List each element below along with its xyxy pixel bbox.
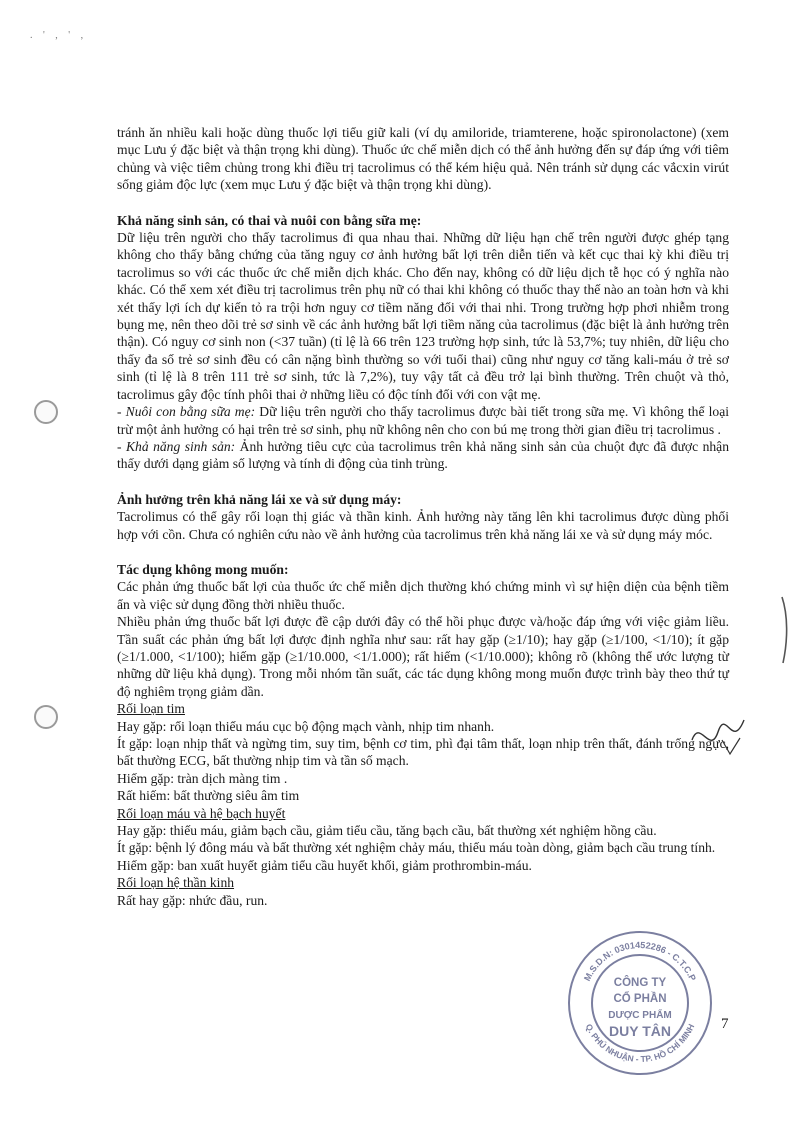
blood-rare: Hiếm gặp: ban xuất huyết giảm tiểu cầu huyết khối, giảm prothrombin-máu. [117,857,532,873]
subheading-blood: Rối loạn máu và hệ bạch huyết [117,805,286,821]
company-stamp [565,928,715,1078]
edge-mark [778,595,792,665]
paragraph-interactions: tránh ăn nhiều kali hoặc dùng thuốc lợi tiểu giữ kali (ví dụ amiloride, triamterene, hoặc spironolactone) (xem mục Lưu ý đặc biệt và thận trọng khi dùng). Thuốc ức chế miễn dịch có thể ảnh hưởng đến sự đáp ứng với tiêm chủng và việc tiêm chủng trong khi điều trị tacrolimus có thể kém hiệu quả. Nên tránh sử dụng các vắcxin virút sống giảm độc lực (xem mục Lưu ý đặc biệt và thận trọng khi dùng). [117,125,729,193]
heading-adverse-effects: Tác dụng không mong muốn: [117,561,289,577]
subheading-cardiac: Rối loạn tim [117,701,185,717]
fertility-text: Ảnh hưởng tiêu cực của tacrolimus trên khả năng sinh sản của chuột đực đã được nhận thấy dưới dạng giảm số lượng và tính di động của tinh trùng. [117,438,729,472]
cardiac-common: Hay gặp: rối loạn thiếu máu cục bộ động mạch vành, nhịp tim nhanh. [117,718,495,734]
stamp-line-1: CÔNG TY [613,977,667,989]
stamp-ring-bottom: Q. PHÚ NHUẬN - TP. HỒ CHÍ MINH [583,1022,697,1065]
blood-common: Hay gặp: thiếu máu, giảm bạch cầu, giảm tiểu cầu, tăng bạch cầu, bất thường xét nghiệm hồng cầu. [117,823,657,839]
subheading-nervous-system: Rối loạn hệ thần kinh [117,875,235,891]
stamp-line-4: DUY TÂN [609,1023,671,1039]
page-number: 7 [721,1016,729,1032]
binder-hole [34,400,58,424]
paragraph-adverse-intro: Các phản ứng thuốc bất lợi của thuốc ức chế miễn dịch thường khó chứng minh vì sự hiện diện của bệnh tiềm ẩn và việc sử dụng đồng thời nhiều thuốc. [117,579,729,612]
stamp-line-2: CỔ PHẦN [613,993,667,1005]
stamp-ring-top: M.S.D.N: 0301452286 - C.T.C.P [582,939,698,983]
blood-uncommon: Ít gặp: bệnh lý đông máu và bất thường xét nghiệm chảy máu, thiếu máu toàn dòng, giảm bạch cầu trung tính. [117,840,716,856]
fertility-label: - Khả năng sinh sản: [117,438,236,454]
nursing-text: Dữ liệu trên người cho thấy tacrolimus được bài tiết trong sữa mẹ. Vì không thể loại trừ một ảnh hưởng có hại trên trẻ sơ sinh, phụ nữ không nên cho con bú mẹ trong thời gian điều trị tacrolimus . [117,404,730,437]
heading-fertility-pregnancy: Khả năng sinh sản, có thai và nuôi con bằng sữa mẹ: [117,212,422,228]
binder-hole [34,705,58,729]
paragraph-frequency-definition: Nhiều phản ứng thuốc bất lợi được đề cập dưới đây có thể hồi phục được và/hoặc đáp ứng với việc giảm liều. Tần suất các phản ứng bất lợi được định nghĩa như sau: rất hay gặp (≥1/10); hay gặp (≥1/100, <1/10); ít gặp (≥1/1.000, <1/100); hiếm gặp (≥1/10.000, <1/1.000); rất hiếm (<1/10.000); không rõ (không thể ước lượng từ những dữ liệu khả dụng). Trong mỗi nhóm tần suất, các tác dụng không mong muốn được trình bày theo thứ tự độ nghiêm trọng giảm dần. [117,614,729,699]
paragraph-nursing [117,403,729,438]
paragraph-driving: Tacrolimus có thể gây rối loạn thị giác và thần kinh. Ảnh hưởng này tăng lên khi tacrolimus được dùng phối hợp với cồn. Chưa có nghiên cứu nào về ảnh hưởng của tacrolimus trên khả năng lái xe và sử dụng máy móc. [117,509,729,542]
paragraph-pregnancy: Dữ liệu trên người cho thấy tacrolimus đi qua nhau thai. Những dữ liệu hạn chế trên người được ghép tạng không cho thấy bằng chứng của tăng nguy cơ ảnh hưởng bất lợi trên diễn tiến và kết cục thai kỳ khi điều trị tacrolimus so với các thuốc ức chế miễn dịch khác. Cho đến nay, không có dữ liệu dịch tễ học có ý nghĩa nào khác. Có thể xem xét điều trị tacrolimus trên phụ nữ có thai khi không có thuốc thay thế nào an toàn hơn và khi xét thấy lợi ích dự kiến tỏ ra trội hơn nguy cơ tiềm năng đối với thai nhi. Trong trường hợp phơi nhiễm trong bụng mẹ, nên theo dõi trẻ sơ sinh về các ảnh hưởng bất lợi tiềm năng của tacrolimus (đặc biệt là ảnh hưởng trên thận). Có nguy cơ sinh non (<37 tuần) (tỉ lệ là 66 trên 123 trường hợp sinh, tức là 53,7%; tuy nhiên, dữ liệu cho thấy đa số trẻ sơ sinh đều có cân nặng bình thường so với tuổi thai) cũng như nguy cơ tăng kali-máu ở trẻ sơ sinh (tỉ lệ là 8 trên 111 trẻ sơ sinh, tức là 7,2%), tuy vậy tất cả đều trở lại bình thường. Trên chuột và thỏ, tacrolimus gây độc tính phôi thai ở những liều có độc tính đối với con vật mẹ. [117,230,729,402]
neuro-very-common: Rất hay gặp: nhức đầu, run. [117,892,268,908]
scan-specks: . ' , ' , [30,30,88,41]
cardiac-very-rare: Rất hiếm: bất thường siêu âm tim [117,788,300,804]
heading-driving: Ảnh hưởng trên khả năng lái xe và sử dụng máy: [117,491,402,507]
cardiac-rare: Hiếm gặp: tràn dịch màng tim . [117,770,288,786]
cardiac-uncommon: Ít gặp: loạn nhịp thất và ngừng tim, suy tim, bệnh cơ tim, phì đại tâm thất, loạn nhịp trên thất, đánh trống ngực, bất thường ECG, bất thường nhịp tim và tần số mạch. [117,736,729,769]
nursing-label: - Nuôi con bằng sữa mẹ: [117,404,256,420]
paragraph-fertility [117,438,729,473]
signature-mark [688,710,748,760]
stamp-line-3: DƯỢC PHẨM [608,1010,672,1021]
document-body [117,124,729,909]
